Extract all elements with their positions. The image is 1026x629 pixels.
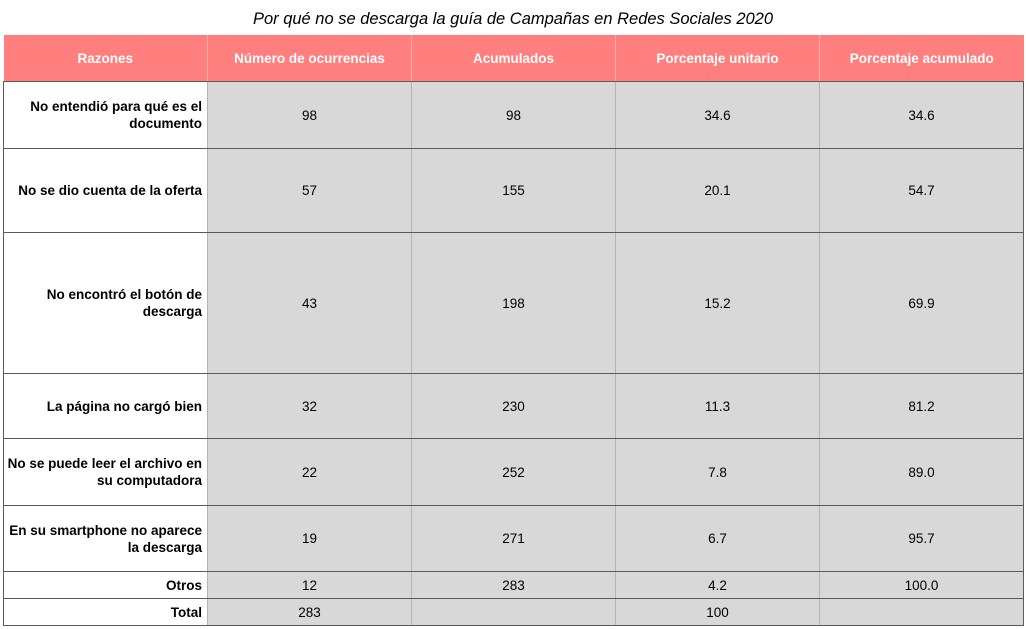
porcentaje-unitario-cell: 34.6 xyxy=(616,82,820,149)
ocurrencias-cell: 22 xyxy=(208,439,412,506)
acumulados-cell: 230 xyxy=(412,374,616,439)
porcentaje-acumulado-cell: 34.6 xyxy=(820,82,1024,149)
acumulados-cell: 252 xyxy=(412,439,616,506)
reason-cell: No se puede leer el archivo en su computadora xyxy=(4,439,208,506)
ocurrencias-cell: 19 xyxy=(208,506,412,572)
ocurrencias-cell: 12 xyxy=(208,572,412,599)
total-label: Total xyxy=(4,599,208,626)
ocurrencias-cell: 43 xyxy=(208,233,412,374)
ocurrencias-cell: 57 xyxy=(208,149,412,233)
table-row xyxy=(4,149,1024,233)
reason-cell: No entendió para qué es el documento xyxy=(4,82,208,149)
header-porcentaje-acumulado: Porcentaje acumulado xyxy=(820,35,1024,82)
porcentaje-unitario-cell: 6.7 xyxy=(616,506,820,572)
porcentaje-unitario-cell: 20.1 xyxy=(616,149,820,233)
table-row xyxy=(4,439,1024,506)
total-porcentaje-unitario: 100 xyxy=(616,599,820,626)
reasons-table xyxy=(3,35,1024,626)
total-ocurrencias: 283 xyxy=(208,599,412,626)
porcentaje-acumulado-cell: 100.0 xyxy=(820,572,1024,599)
header-razones: Razones xyxy=(4,35,208,82)
total-row xyxy=(4,599,1024,626)
header-numero-ocurrencias: Número de ocurrencias xyxy=(208,35,412,82)
reason-cell: Otros xyxy=(4,572,208,599)
acumulados-cell: 98 xyxy=(412,82,616,149)
porcentaje-acumulado-cell: 95.7 xyxy=(820,506,1024,572)
reason-cell: No encontró el botón de descarga xyxy=(4,233,208,374)
table-row xyxy=(4,82,1024,149)
acumulados-cell: 155 xyxy=(412,149,616,233)
porcentaje-acumulado-cell: 54.7 xyxy=(820,149,1024,233)
porcentaje-unitario-cell: 15.2 xyxy=(616,233,820,374)
acumulados-cell: 283 xyxy=(412,572,616,599)
header-row xyxy=(4,35,1024,82)
reason-cell: La página no cargó bien xyxy=(4,374,208,439)
table-row xyxy=(4,374,1024,439)
porcentaje-unitario-cell: 11.3 xyxy=(616,374,820,439)
ocurrencias-cell: 32 xyxy=(208,374,412,439)
table-row xyxy=(4,233,1024,374)
porcentaje-acumulado-cell: 89.0 xyxy=(820,439,1024,506)
table-row xyxy=(4,506,1024,572)
header-acumulados: Acumulados xyxy=(412,35,616,82)
reason-cell: No se dio cuenta de la oferta xyxy=(4,149,208,233)
porcentaje-unitario-cell: 7.8 xyxy=(616,439,820,506)
total-porcentaje-acumulado xyxy=(820,599,1024,626)
ocurrencias-cell: 98 xyxy=(208,82,412,149)
porcentaje-acumulado-cell: 81.2 xyxy=(820,374,1024,439)
total-acumulados xyxy=(412,599,616,626)
acumulados-cell: 271 xyxy=(412,506,616,572)
table-title: Por qué no se descarga la guía de Campañas en Redes Sociales 2020 xyxy=(252,10,774,28)
header-porcentaje-unitario: Porcentaje unitario xyxy=(616,35,820,82)
table-row xyxy=(4,572,1024,599)
porcentaje-acumulado-cell: 69.9 xyxy=(820,233,1024,374)
porcentaje-unitario-cell: 4.2 xyxy=(616,572,820,599)
acumulados-cell: 198 xyxy=(412,233,616,374)
reason-cell: En su smartphone no aparece la descarga xyxy=(4,506,208,572)
